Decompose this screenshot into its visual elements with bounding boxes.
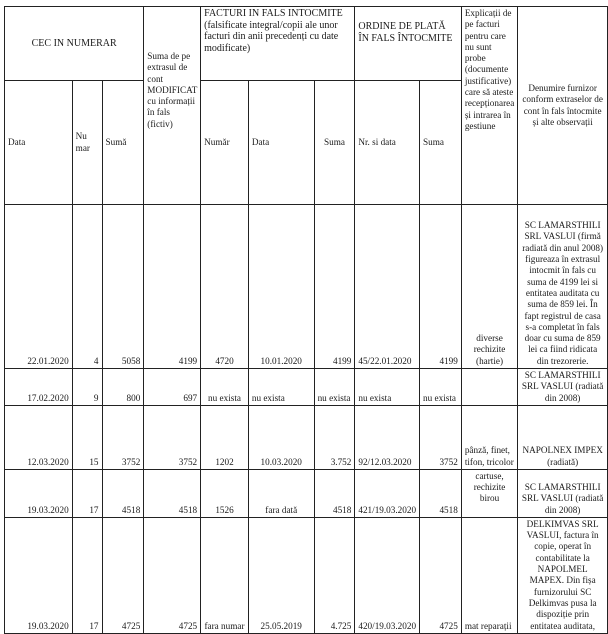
cell-fact-numar: 1526: [201, 469, 249, 517]
cell-cec-data: 22.01.2020: [5, 205, 73, 369]
header-row-1: [5, 7, 608, 81]
cell-explicatii: cartuse, rechizite birou: [461, 469, 517, 517]
table-row: [5, 517, 608, 633]
header-fact-suma: Suma: [314, 81, 355, 205]
header-fact-data: Data: [248, 81, 314, 205]
cell-cec-data: 12.03.2020: [5, 405, 73, 469]
cell-fact-numar: 4720: [201, 205, 249, 369]
cell-explicatii: [461, 369, 517, 406]
header-explicatii: Explicații de pe facturi pentru care nu sunt probe (documente justificative) care să ateste recepționarea și intrarea în gestiune: [461, 7, 517, 205]
cell-op-suma: 4518: [420, 469, 462, 517]
cell-fact-numar: nu exista: [201, 369, 249, 406]
cell-denumire: SC LAMARSTHILI SRL VASLUI (radiată din 2008): [518, 469, 608, 517]
cell-fact-suma: 4199: [314, 205, 355, 369]
table-row: [5, 405, 608, 469]
cell-fact-data: nu exista: [248, 369, 314, 406]
cell-op-nr-data: 92/12.03.2020: [355, 405, 420, 469]
header-cec-suma: Sumă: [102, 81, 144, 205]
table-row: [5, 469, 608, 517]
cell-fact-suma: 4518: [314, 469, 355, 517]
audit-table: [4, 6, 608, 634]
cell-cec-numar: 4: [72, 205, 102, 369]
cell-cec-suma: 3752: [102, 405, 144, 469]
header-facturi-group: FACTURI IN FALS INTOCMITE (falsificate integral/copii ale unor facturi din anii precedenți cu date modificate): [201, 7, 355, 81]
cell-fact-data: fara dată: [248, 469, 314, 517]
cell-cec-numar: 15: [72, 405, 102, 469]
cell-op-suma: nu exista: [420, 369, 462, 406]
cell-cec-data: 19.03.2020: [5, 469, 73, 517]
cell-fact-suma: nu exista: [314, 369, 355, 406]
cell-cec-data: 17.02.2020: [5, 369, 73, 406]
cell-explicatii: mat reparații: [461, 517, 517, 633]
cell-fact-numar: 1202: [201, 405, 249, 469]
header-cec-group: CEC IN NUMERAR: [5, 7, 144, 81]
cell-suma-extras: 4725: [144, 517, 201, 633]
cell-fact-numar: fara numar: [201, 517, 249, 633]
header-ordine-group: ORDINE DE PLATĂ ÎN FALS ÎNTOCMITE: [355, 7, 461, 81]
cell-op-suma: 3752: [420, 405, 462, 469]
cell-denumire: DELKIMVAS SRL VASLUI, factura în copie, operat în contabilitate la NAPOLMEL MAPEX. Din fișa furnizorului SC Delkimvas pusa la dispoziție prin entitatea auditata,: [518, 517, 608, 633]
header-fact-numar: Număr: [201, 81, 249, 205]
cell-op-nr-data: nu exista: [355, 369, 420, 406]
cell-op-nr-data: 45/22.01.2020: [355, 205, 420, 369]
header-cec-data: Data: [5, 81, 73, 205]
cell-suma-extras: 4518: [144, 469, 201, 517]
cell-explicatii: pânză, finet, tifon, tricolor: [461, 405, 517, 469]
cell-denumire: SC LAMARSTHILI SRL VASLUI (radiată din 2008): [518, 369, 608, 406]
cell-fact-suma: 3.752: [314, 405, 355, 469]
cell-op-nr-data: 420/19.03.2020: [355, 517, 420, 633]
cell-fact-data: 10.01.2020: [248, 205, 314, 369]
cell-cec-suma: 4518: [102, 469, 144, 517]
cell-denumire: NAPOLNEX IMPEX (radiată): [518, 405, 608, 469]
cell-cec-numar: 17: [72, 517, 102, 633]
header-denumire: Denumire furnizor conform extraselor de cont în fals întocmite și alte observații: [518, 7, 608, 205]
cell-op-suma: 4199: [420, 205, 462, 369]
cell-explicatii: diverse rechizite (hartie): [461, 205, 517, 369]
cell-fact-suma: 4.725: [314, 517, 355, 633]
cell-cec-suma: 5058: [102, 205, 144, 369]
header-op-suma: Suma: [420, 81, 462, 205]
cell-cec-suma: 800: [102, 369, 144, 406]
cell-cec-numar: 9: [72, 369, 102, 406]
cell-op-nr-data: 421/19.03.2020: [355, 469, 420, 517]
cell-suma-extras: 3752: [144, 405, 201, 469]
header-op-nr-data: Nr. si data: [355, 81, 420, 205]
cell-cec-numar: 17: [72, 469, 102, 517]
table-row: [5, 205, 608, 369]
cell-suma-extras: 697: [144, 369, 201, 406]
cell-fact-data: 10.03.2020: [248, 405, 314, 469]
header-suma-extras: Suma de pe extrasul de cont MODIFICAT cu informații în fals (fictiv): [144, 7, 201, 205]
cell-fact-data: 25.05.2019: [248, 517, 314, 633]
header-cec-numar: Nu mar: [72, 81, 102, 205]
cell-op-suma: 4725: [420, 517, 462, 633]
cell-cec-suma: 4725: [102, 517, 144, 633]
cell-cec-data: 19.03.2020: [5, 517, 73, 633]
table-row: [5, 369, 608, 406]
cell-suma-extras: 4199: [144, 205, 201, 369]
cell-denumire: SC LAMARSTHILI SRL VASLUI (firmă radiată din anul 2008) figureaza în extrasul intocmit în fals cu suma de 4199 lei si entitatea auditata cu suma de 859 lei. În fapt registrul de casa s-a completat în fals doar cu suma de 859 lei ca fiind ridicata din trezorerie.: [518, 205, 608, 369]
